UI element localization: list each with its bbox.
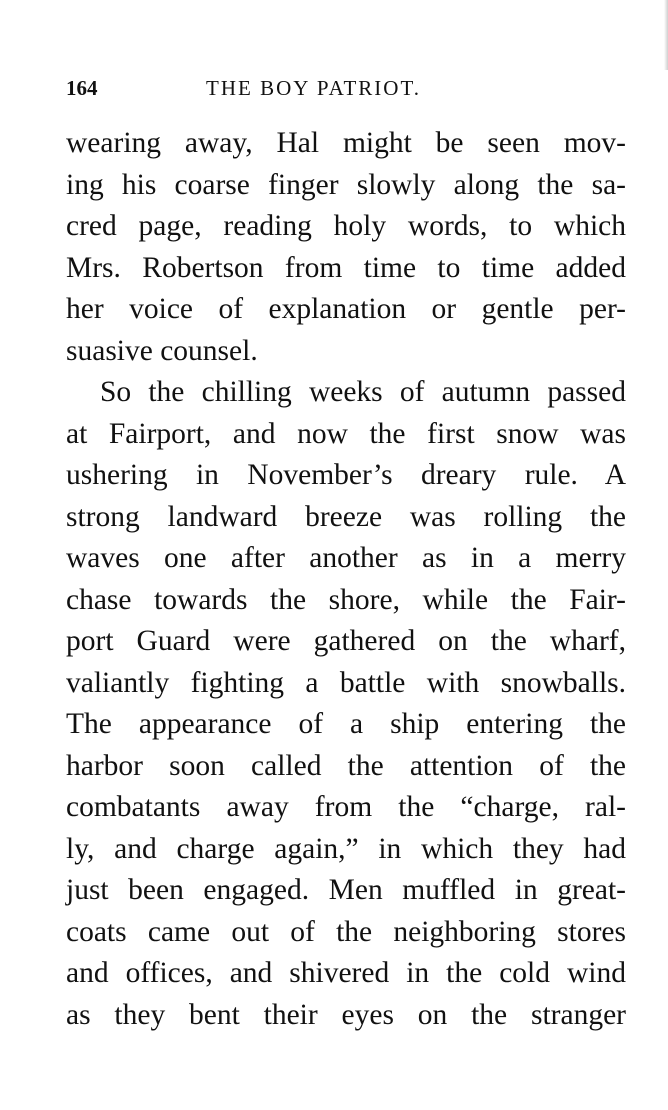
text-line: The appearance of a ship entering the bbox=[66, 708, 626, 740]
running-title: THE BOY PATRIOT. bbox=[206, 76, 421, 100]
text-line: chase towards the shore, while the Fair- bbox=[66, 583, 626, 616]
text-line: ing his coarse finger slowly along the sa- bbox=[66, 168, 626, 201]
paragraph-start-line: So the chilling weeks of autumn passed bbox=[100, 376, 626, 408]
text-line: her voice of explanation or gentle per- bbox=[66, 293, 626, 325]
text-line: waves one after another as in a merry bbox=[66, 542, 626, 574]
text-line: as they bent their eyes on the stranger bbox=[66, 998, 626, 1031]
running-header bbox=[66, 76, 626, 106]
text-line: strong landward breeze was rolling the bbox=[66, 500, 626, 533]
text-line: and offices, and shivered in the cold wind bbox=[66, 957, 626, 989]
text-line: harbor soon called the attention of the bbox=[66, 749, 626, 782]
text-line: just been engaged. Men muffled in great- bbox=[66, 874, 626, 906]
text-line: ushering in November’s dreary rule. A bbox=[66, 459, 626, 491]
text-line: cred page, reading holy words, to which bbox=[66, 210, 626, 242]
text-line: combatants away from the “charge, ral- bbox=[66, 791, 626, 823]
body-text bbox=[66, 123, 626, 1036]
text-line: wearing away, Hal might be seen mov- bbox=[66, 127, 626, 159]
text-line: coats came out of the neighboring stores bbox=[66, 915, 626, 948]
text-line: valiantly fighting a battle with snowballs. bbox=[66, 666, 626, 699]
text-line: port Guard were gathered on the wharf, bbox=[66, 625, 626, 657]
page-number: 164 bbox=[66, 76, 98, 100]
text-line: suasive counsel. bbox=[66, 334, 258, 367]
page-edge-shadow bbox=[664, 0, 668, 70]
text-line: at Fairport, and now the first snow was bbox=[66, 417, 626, 450]
text-line: ly, and charge again,” in which they had bbox=[66, 832, 626, 865]
text-line: Mrs. Robertson from time to time added bbox=[66, 251, 626, 284]
